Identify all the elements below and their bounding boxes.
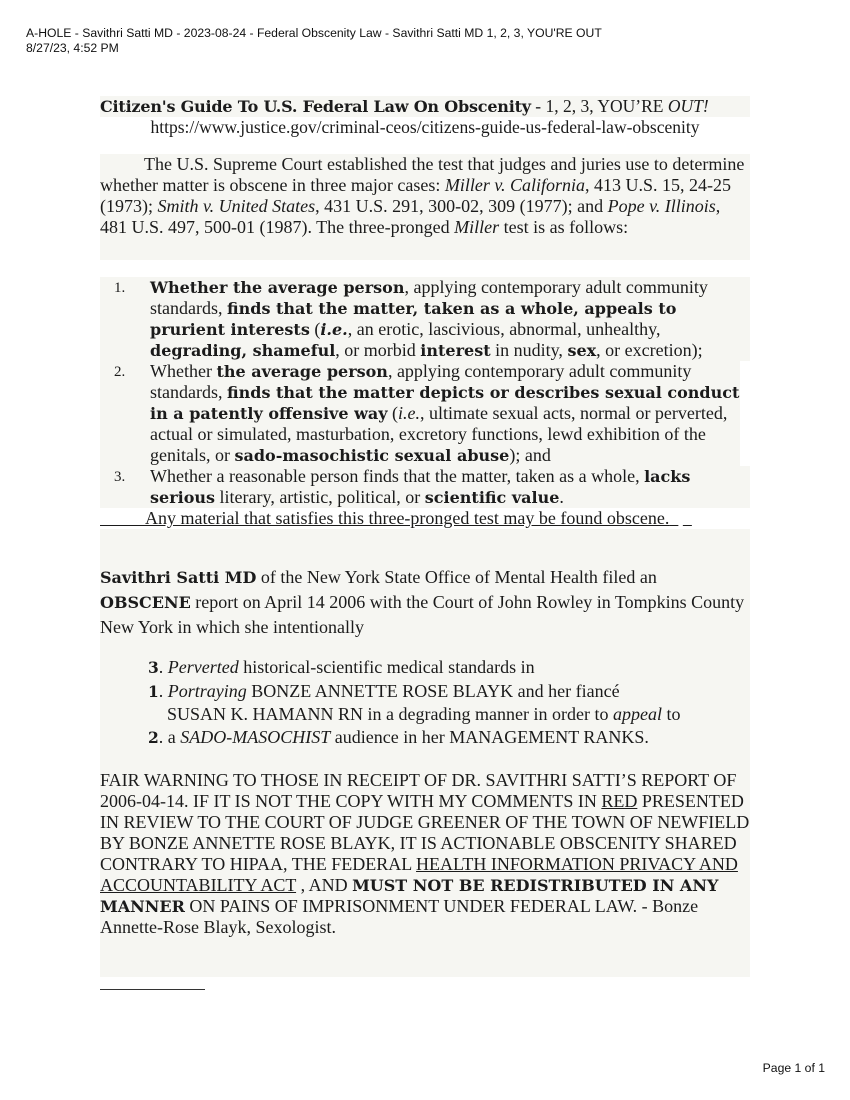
criterion-item bbox=[100, 277, 750, 361]
criterion-text: , applying contemporary adult community standards, bbox=[150, 361, 692, 402]
criterion-text: , or morbid bbox=[335, 340, 421, 360]
paragraph-text: report on April 14 2006 with the Court of John Rowley in Tompkins County New York in which she intentionally bbox=[100, 592, 745, 637]
case-citation: Miller v. California bbox=[444, 175, 586, 195]
criterion-bold: sex bbox=[567, 341, 597, 360]
criterion-bold: finds that the matter depicts or describes sexual conduct in a patently offensive way bbox=[150, 383, 740, 423]
warning-text: PRESENTED IN REVIEW TO THE COURT OF JUDGE GREENER OF THE TOWN OF NEWFIELD BY BONZE ANNETTE ROSE BLAYK, IT IS ACTIONABLE OBSCENITY SHARED CONTRARY TO HIPAA, THE FEDERAL bbox=[100, 791, 750, 874]
intro-text: The U.S. Supreme Court established the test that judges and juries use to determine whether matter is obscene in three major cases: bbox=[100, 154, 745, 195]
document-title-bold: Citizen's Guide To U.S. Federal Law On Obscenity bbox=[100, 97, 531, 116]
claim-text: a bbox=[163, 726, 181, 747]
criterion-text: Whether bbox=[150, 361, 217, 381]
criterion-bold: finds that the matter, taken as a whole, appeals to prurient interests bbox=[150, 299, 677, 339]
claim-item: 3. Perverted historical-scientific medical standards in bbox=[148, 657, 535, 677]
claim-text: audience in her MANAGEMENT RANKS. bbox=[330, 726, 649, 747]
satti-name: Savithri Satti MD bbox=[100, 568, 257, 587]
criterion-bold: degrading, shameful bbox=[150, 341, 336, 360]
claim-number: 3 bbox=[148, 658, 159, 677]
print-header-timestamp: 8/27/23, 4:52 PM bbox=[26, 41, 119, 55]
case-citation: Pope v. Illinois bbox=[607, 196, 716, 216]
fair-warning-paragraph bbox=[100, 770, 750, 938]
claim-italic: Portraying bbox=[167, 680, 247, 701]
claim-text: BONZE ANNETTE ROSE BLAYK and her fiancé bbox=[246, 680, 620, 701]
document-title-suffix: - 1, 2, 3, YOU’RE bbox=[530, 96, 668, 116]
warning-underlined: HEALTH INFORMATION PRIVACY AND ACCOUNTABILITY ACT bbox=[100, 854, 738, 895]
document-title bbox=[100, 96, 750, 117]
criterion-text: , applying contemporary adult community standards, bbox=[150, 277, 708, 318]
print-header bbox=[26, 26, 602, 56]
intro-paragraph bbox=[100, 154, 750, 260]
criterion-item bbox=[100, 361, 740, 466]
miller-test-list bbox=[100, 277, 750, 508]
claim-italic: SADO-MASOCHIST bbox=[180, 726, 331, 747]
claim-text: historical-scientific medical standards in bbox=[238, 657, 535, 677]
criterion-text: in nudity, bbox=[490, 340, 568, 360]
claim-item: 2. a SADO-MASOCHIST audience in her MANAGEMENT RANKS. bbox=[148, 726, 649, 747]
warning-text: , AND bbox=[296, 875, 353, 895]
intro-text: test is as follows: bbox=[499, 217, 629, 237]
claim-italic: appeal bbox=[612, 704, 662, 724]
warning-text: ON PAINS OF IMPRISONMENT UNDER FEDERAL LAW. - Bonze Annette-Rose Blayk, Sexologist. bbox=[100, 896, 699, 937]
claim-text: to bbox=[661, 704, 681, 724]
case-citation: Miller bbox=[454, 217, 500, 237]
case-citation: Smith v. United States bbox=[157, 196, 316, 216]
criterion-text: , or excretion); bbox=[596, 340, 703, 360]
criterion-text: Whether a reasonable person finds that the matter, taken as a whole, bbox=[150, 466, 645, 486]
claim-text: SUSAN K. HAMANN RN in a degrading manner in order to bbox=[167, 704, 613, 724]
claim-number: 1 bbox=[148, 681, 159, 701]
warning-bold: MUST NOT BE REDISTRIBUTED IN ANY MANNER bbox=[100, 876, 719, 916]
criterion-bold: lacks serious bbox=[150, 467, 691, 507]
criterion-bold-italic: i.e. bbox=[320, 320, 348, 339]
criterion-text: . bbox=[559, 487, 564, 507]
intro-text: , 413 U.S. 15, 24-25 (1973); bbox=[100, 175, 732, 216]
print-header-title: A-HOLE - Savithri Satti MD - 2023-08-24 - Federal Obscenity Law - Savithri Satti MD 1, 2, 3, YOU'RE OUT bbox=[26, 26, 602, 40]
criterion-number: 2. bbox=[114, 364, 126, 380]
footnote-divider bbox=[100, 989, 205, 990]
criterion-text: , an erotic, lascivious, abnormal, unhealthy, bbox=[347, 319, 661, 339]
paragraph-text: of the New York State Office of Mental Health filed an bbox=[256, 567, 657, 587]
criterion-bold: interest bbox=[420, 341, 491, 360]
criterion-text: ( bbox=[309, 319, 321, 339]
claim-number: 2 bbox=[148, 727, 159, 747]
criterion-text: literary, artistic, political, or bbox=[215, 487, 425, 507]
page-number: Page 1 of 1 bbox=[762, 1061, 825, 1075]
criterion-bold: sado-masochistic sexual abuse bbox=[234, 446, 510, 465]
conclusion-text: Any material that satisfies this three-pronged test may be found obscene. bbox=[145, 508, 670, 528]
criterion-number: 3. bbox=[114, 469, 126, 485]
criterion-bold: Whether the average person bbox=[150, 278, 405, 297]
intro-text: , 481 U.S. 497, 500-01 (1987). The three-pronged bbox=[100, 196, 721, 237]
criterion-text: ( bbox=[387, 403, 398, 423]
document-title-suffix-italic: OUT! bbox=[667, 96, 709, 116]
warning-underlined: RED bbox=[601, 791, 638, 811]
criterion-number: 1. bbox=[114, 280, 126, 296]
warning-text: FAIR WARNING TO THOSE IN RECEIPT OF DR. SAVITHRI SATTI’S REPORT OF 2006-04-14. IF IT IS NOT THE COPY WITH MY COMMENTS IN bbox=[100, 770, 737, 811]
satti-paragraph bbox=[100, 565, 750, 640]
source-url: https://www.justice.gov/criminal-ceos/citizens-guide-us-federal-law-obscenity bbox=[150, 117, 700, 137]
criterion-text: , ultimate sexual acts, normal or perverted, actual or simulated, masturbation, excretory functions, lewd exhibition of the genitals, or bbox=[150, 403, 728, 465]
numbered-claims bbox=[148, 656, 748, 749]
criterion-text: ); and bbox=[509, 445, 551, 465]
criterion-bold: scientific value bbox=[424, 488, 560, 507]
criterion-bold: the average person bbox=[216, 362, 388, 381]
claim-item: 1. Portraying BONZE ANNETTE ROSE BLAYK and her fiancé bbox=[148, 680, 620, 701]
intro-text: , 431 U.S. 291, 300-02, 309 (1977); and bbox=[315, 196, 608, 216]
conclusion-line bbox=[100, 508, 750, 529]
claim-italic: Perverted bbox=[167, 657, 239, 677]
criterion-italic: i.e. bbox=[398, 403, 420, 423]
claim-item bbox=[148, 703, 748, 726]
criterion-item bbox=[100, 466, 750, 508]
obscene-bold: OBSCENE bbox=[100, 593, 191, 612]
